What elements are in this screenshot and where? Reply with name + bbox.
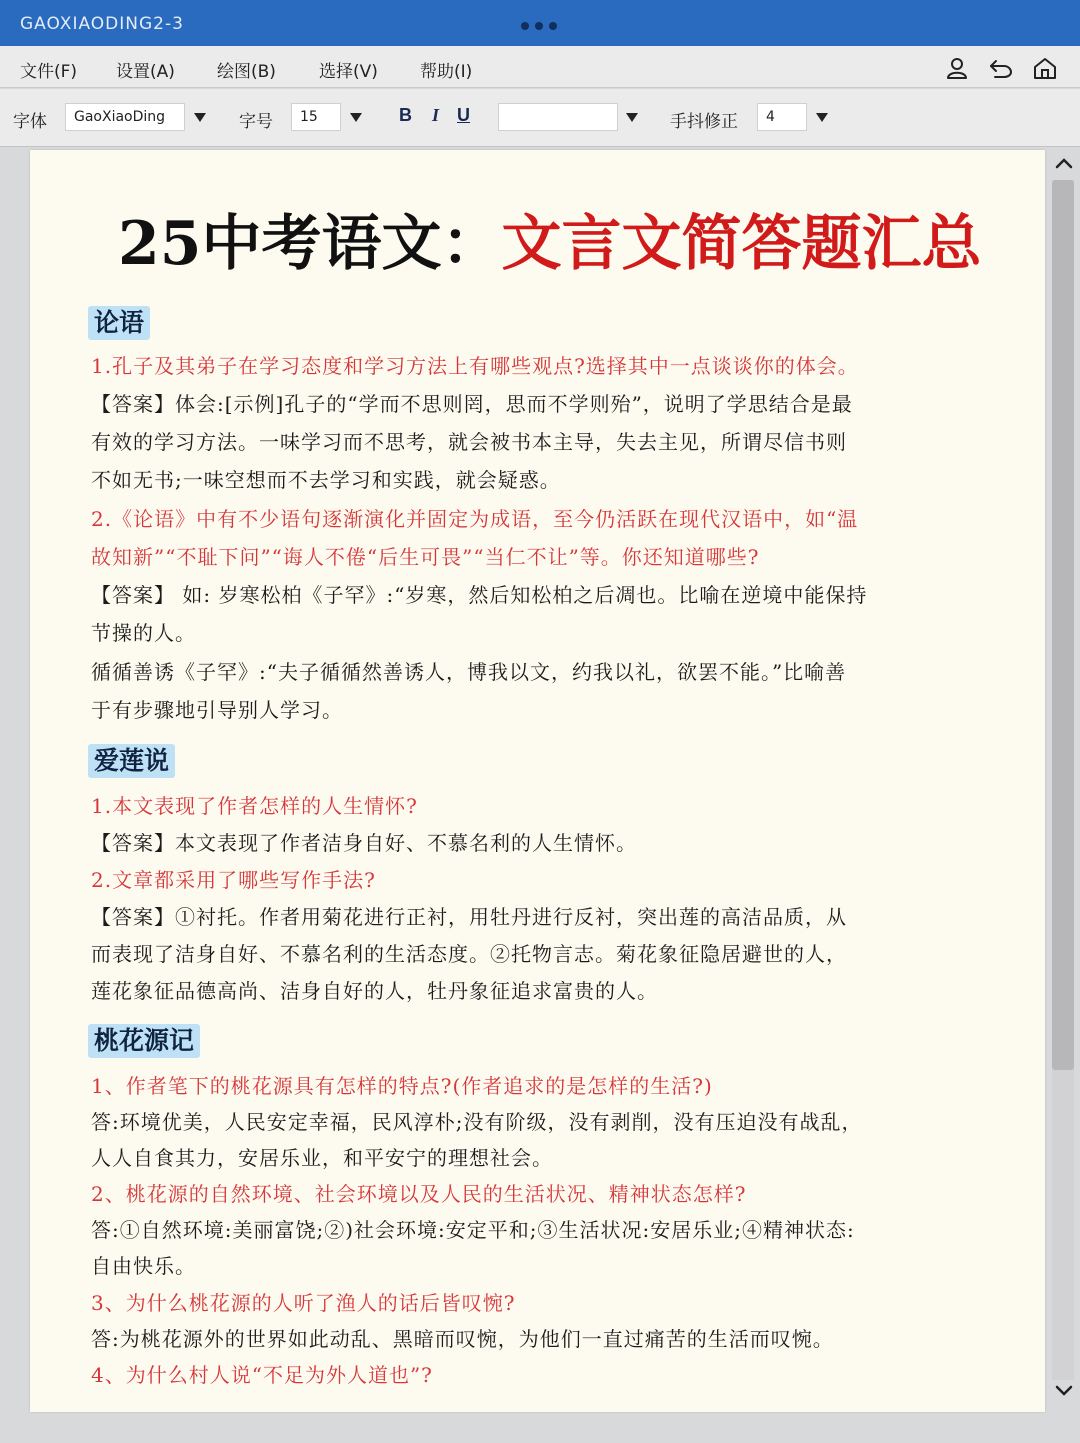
question-line: 1.本文表现了作者怎样的人生情怀? xyxy=(91,794,418,818)
jitter-select[interactable]: 4 xyxy=(757,103,807,131)
menu-file[interactable]: 文件(F) xyxy=(20,62,78,82)
font-select[interactable]: GaoXiaoDing xyxy=(65,103,185,131)
font-label: 字体 xyxy=(13,112,47,132)
menu-settings[interactable]: 设置(A) xyxy=(116,62,175,82)
question-line: 3、为什么桃花源的人听了渔人的话后皆叹惋? xyxy=(91,1291,516,1315)
answer-line: 答:为桃花源外的世界如此动乱、黑暗而叹惋，为他们一直过痛苦的生活而叹惋。 xyxy=(91,1327,834,1351)
scroll-thumb[interactable] xyxy=(1052,180,1074,1070)
italic-button[interactable]: I xyxy=(432,105,440,125)
jitter-label: 手抖修正 xyxy=(670,112,738,132)
menu-help[interactable]: 帮助(I) xyxy=(420,62,473,82)
size-label: 字号 xyxy=(239,112,273,132)
window-title: GAOXIAODING2-3 xyxy=(20,14,184,34)
answer-line: 【答案】 如: 岁寒松柏《子罕》:“岁寒，然后知松柏之后凋也。比喻在逆境中能保持 xyxy=(91,583,868,607)
answer-line: 莲花象征品德高尚、洁身自好的人，牡丹象征追求富贵的人。 xyxy=(91,979,658,1003)
color-select[interactable] xyxy=(498,103,618,131)
question-line: 1、作者笔下的桃花源具有怎样的特点?(作者追求的是怎样的生活?) xyxy=(91,1074,713,1098)
scroll-up-icon[interactable] xyxy=(1054,154,1074,174)
question-line: 4、为什么村人说“不足为外人道也”? xyxy=(91,1363,433,1387)
title-prefix: 25中考语文： xyxy=(118,209,502,279)
jitter-dropdown-icon[interactable] xyxy=(809,103,835,131)
title-main: 文言文简答题汇总 xyxy=(501,209,982,279)
user-icon[interactable] xyxy=(944,55,970,81)
question-line: 2.《论语》中有不少语句逐渐演化并固定为成语，至今仍活跃在现代汉语中，如“温 xyxy=(91,507,859,531)
question-line: 1.孔子及其弟子在学习态度和学习方法上有哪些观点?选择其中一点谈谈你的体会。 xyxy=(91,354,859,378)
bold-button[interactable]: B xyxy=(399,105,412,125)
answer-line: 不如无书;一味空想而不去学习和实践，就会疑惑。 xyxy=(91,468,561,492)
answer-line: 有效的学习方法。一味学习而不思考，就会被书本主导，失去主见，所谓尽信书则 xyxy=(91,430,847,454)
answer-line: 【答案】①衬托。作者用菊花进行正衬，用牡丹进行反衬，突出莲的高洁品质，从 xyxy=(91,905,847,929)
title-bar xyxy=(0,0,1080,46)
vertical-scrollbar[interactable] xyxy=(1048,150,1080,1412)
answer-line: 答:环境优美，人民安定幸福，民风淳朴;没有阶级，没有剥削，没有压迫没有战乱， xyxy=(91,1110,863,1134)
answer-line: 循循善诱《子罕》:“夫子循循然善诱人，博我以文，约我以礼，欲罢不能。”比喻善 xyxy=(91,660,847,684)
answer-line: 节操的人。 xyxy=(91,621,196,645)
answer-line: 人人自食其力，安居乐业，和平安宁的理想社会。 xyxy=(91,1146,553,1170)
window-options-icon[interactable] xyxy=(521,22,557,30)
answer-line: 【答案】本文表现了作者洁身自好、不慕名利的人生情怀。 xyxy=(91,831,637,855)
format-toolbar xyxy=(0,89,1080,147)
answer-line: 【答案】体会:[示例]孔子的“学而不思则罔，思而不学则殆”，说明了学思结合是最 xyxy=(91,392,853,416)
answer-line: 自由快乐。 xyxy=(91,1254,196,1278)
undo-icon[interactable] xyxy=(988,55,1014,81)
scroll-down-icon[interactable] xyxy=(1054,1380,1074,1400)
question-line: 故知新”“不耻下问”“诲人不倦“后生可畏”“当仁不让”等。你还知道哪些? xyxy=(91,545,760,569)
answer-line: 于有步骤地引导别人学习。 xyxy=(91,698,343,722)
menu-bar xyxy=(0,46,1080,88)
color-dropdown-icon[interactable] xyxy=(619,103,645,131)
answer-line: 答:①自然环境:美丽富饶;②)社会环境:安定平和;③生活状况:安居乐业;④精神状态: xyxy=(91,1218,855,1242)
underline-button[interactable]: U xyxy=(457,105,470,125)
menu-select[interactable]: 选择(V) xyxy=(319,62,378,82)
size-dropdown-icon[interactable] xyxy=(343,103,369,131)
home-icon[interactable] xyxy=(1032,55,1058,81)
question-line: 2.文章都采用了哪些写作手法? xyxy=(91,868,376,892)
document-title xyxy=(118,196,1018,282)
section-heading-taohuayuanji: 桃花源记 xyxy=(88,1024,200,1058)
section-heading-ailianshuo: 爱莲说 xyxy=(88,744,175,778)
size-select[interactable]: 15 xyxy=(291,103,341,131)
menu-draw[interactable]: 绘图(B) xyxy=(217,62,276,82)
answer-line: 而表现了洁身自好、不慕名利的生活态度。②托物言志。菊花象征隐居避世的人， xyxy=(91,942,847,966)
question-line: 2、桃花源的自然环境、社会环境以及人民的生活状况、精神状态怎样? xyxy=(91,1182,747,1206)
font-dropdown-icon[interactable] xyxy=(187,103,213,131)
section-heading-lunyu: 论语 xyxy=(88,306,150,340)
